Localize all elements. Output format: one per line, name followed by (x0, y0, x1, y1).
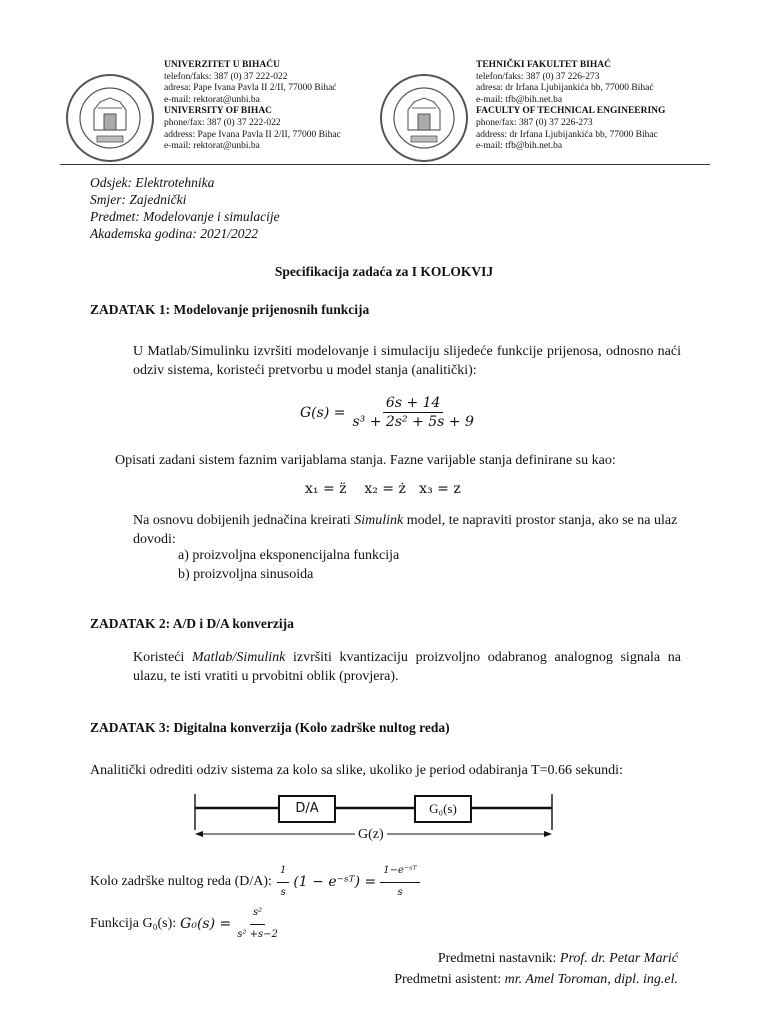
gz-label: G(z) (355, 826, 387, 845)
university-header (164, 60, 374, 153)
g-numerator: 6s + 14 (383, 395, 444, 413)
arrow-right-icon (544, 831, 552, 837)
g-lhs: G(s) = (300, 404, 346, 421)
da-block: D/A (278, 795, 336, 823)
header-line: TEHNIČKI FAKULTET BIHAĆ (476, 60, 611, 70)
task1-heading: ZADATAK 1: Modelovanje prijenosnih funkcija (90, 302, 370, 317)
header-line: adresa: dr Irfana Ljubijankića bb, 77000 Bihać (476, 83, 654, 94)
zoh-r-den: s (397, 886, 403, 898)
header-divider (60, 164, 710, 165)
zoh-frac-den: s (280, 886, 286, 898)
task1-describe: Opisati zadani sistem faznim varijablama stanja. Fazne varijable stanja definirane su kao: (115, 453, 616, 468)
g0-lhs: G₀(s) = (180, 915, 232, 932)
header-line: e-mail: tfb@bih.net.ba (476, 141, 563, 152)
g0-den: s² +s−2 (237, 928, 278, 940)
subject: Predmet: Modelovanje i simulacije (90, 209, 280, 224)
arrow-left-icon (195, 831, 203, 837)
header-line: address: Pape Ivana Pavla II 2/II, 77000 Bihac (164, 129, 341, 140)
g0-block: G₀(s) (414, 795, 472, 823)
assistant-label: Predmetni asistent: (394, 972, 505, 987)
task1-item-b: b) proizvoljna sinusoida (178, 567, 314, 582)
task2-post: izvršiti kvantizaciju proizvoljno odabranog analognog signala na ulazu, te isti vratiti u prvobitni oblik (provjera). (133, 650, 681, 684)
zoh-mid: (1 − e⁻ˢᵀ) = (293, 873, 377, 890)
simulink-em: Simulink (354, 513, 404, 528)
header-line: UNIVERZITET U BIHAĆU (164, 60, 280, 70)
simulink-post: model, te napraviti prostor stanja, ako se na ulaz dovodi: (133, 513, 678, 547)
transfer-function-equation (300, 395, 477, 430)
task1-intro: U Matlab/Simulinku izvršiti modelovanje i simulaciju slijedeće funkcije prijenosa, odnosno naći odziv sistema, koristeći pretvorbu u model stanja (analitički): (133, 344, 681, 378)
header-line: e-mail: tfb@bih.net.ba (476, 94, 563, 105)
task1-simulink-text (133, 512, 681, 549)
faculty-header (476, 60, 706, 153)
header-line: address: dr Irfana Ljubijankića bb, 77000 Bihac (476, 129, 658, 140)
faculty-seal-icon (378, 72, 470, 164)
teacher-label: Predmetni nastavnik: (437, 951, 560, 966)
header-line: telefon/faks: 387 (0) 37 226-273 (476, 71, 600, 82)
header-line: e-mail: rektorat@unbi.ba (164, 141, 260, 152)
assistant-line (394, 971, 678, 990)
program: Smjer: Zajednički (90, 192, 187, 207)
g-denominator: s³ + 2s² + 5s + 9 (352, 414, 474, 430)
task2-pre: Koristeći (133, 650, 192, 665)
zoh-formula (90, 862, 420, 902)
task3-heading: ZADATAK 3: Digitalna konverzija (Kolo zadrške nultog reda) (90, 720, 450, 735)
header-line: UNIVERSITY OF BIHAC (164, 106, 273, 117)
header-line: adresa: Pape Ivana Pavla II 2/II, 77000 Bihać (164, 83, 337, 94)
header-line: telefon/faks: 387 (0) 37 222-022 (164, 71, 288, 82)
simulink-pre: Na osnovu dobijenih jednačina kreirati (133, 513, 355, 528)
document-title: Specifikacija zadaća za I KOLOKVIJ (274, 264, 494, 279)
zoh-r-num: 1−e⁻ˢᵀ (380, 862, 420, 883)
header-line: phone/fax: 387 (0) 37 226-273 (476, 117, 593, 128)
task2-heading: ZADATAK 2: A/D i D/A konverzija (90, 616, 294, 631)
g0-formula (90, 904, 281, 944)
task1-item-a: a) proizvoljna eksponencijalna funkcija (178, 548, 400, 563)
g0-num: s² (250, 904, 265, 925)
task2-em: Matlab/Simulink (191, 650, 286, 665)
department: Odsjek: Elektrotehnika (90, 175, 215, 190)
zoh-label: Kolo zadrške nultog reda (D/A): (90, 873, 272, 889)
teacher-line (438, 950, 678, 969)
header-line: FACULTY OF TECHNICAL ENGINEERING (476, 106, 666, 117)
task3-text: Analitički odrediti odziv sistema za kolo sa slike, ukoliko je period odabiranja T=0.66 sekundi: (90, 763, 623, 778)
academic-year: Akademska godina: 2021/2022 (90, 226, 258, 241)
zoh-frac-num: 1 (277, 862, 289, 883)
g0-label: Funkcija G₀(s): (90, 915, 177, 931)
header-line: phone/fax: 387 (0) 37 222-022 (164, 117, 281, 128)
state-variables: x₁ = z̈ x₂ = ż x₃ = z (305, 481, 461, 497)
course-meta (90, 174, 280, 242)
header-line: e-mail: rektorat@unbi.ba (164, 94, 260, 105)
assistant-name: mr. Amel Toroman, dipl. ing.el. (504, 972, 678, 987)
university-seal-icon (64, 72, 156, 164)
teacher-name: Prof. dr. Petar Marić (559, 951, 678, 966)
task2-text (133, 649, 681, 686)
